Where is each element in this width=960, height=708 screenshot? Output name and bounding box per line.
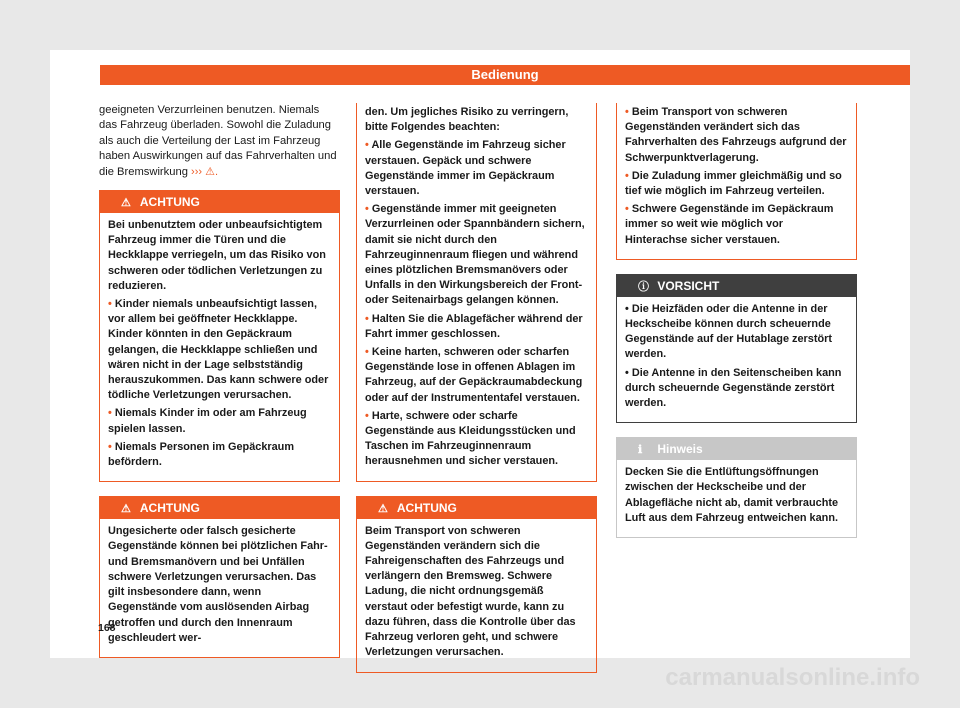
warning-header (100, 191, 339, 213)
warning-body (357, 519, 596, 672)
list-item (108, 406, 331, 436)
warning-text: Beim Transport von schweren Gegenständen verändern sich die Fahreigenschaften des Fahrzeugs und verlängern den Bremsweg. Schwere Ladung, die nicht ordnungsgemäß verstaut oder befestigt wurde, kann zu dazu führen, dass die Kontrolle über das Fahrzeug verloren geht, und schwere Verletzungen verursachen. (365, 524, 576, 659)
list-item (625, 202, 848, 248)
warning-title: ACHTUNG (139, 195, 200, 210)
warning-body (617, 103, 856, 259)
caution-body (617, 297, 856, 422)
bullet-icon: • (625, 302, 632, 315)
warning-reference[interactable]: ››› ⚠. (191, 165, 218, 178)
warning-box-2 (99, 496, 340, 658)
warning-body (357, 103, 596, 481)
warning-box-1-continued (356, 103, 597, 482)
warning-title: ACHTUNG (396, 500, 457, 515)
list-item (625, 302, 848, 363)
caution-header (617, 275, 856, 297)
list-item-text: Niemals Personen im Gepäckraum befördern. (108, 440, 295, 469)
manual-page (50, 50, 910, 658)
list-item-text: Halten Sie die Ablagefächer während der Fahrt immer geschlossen. (365, 312, 583, 340)
warning-box-3 (356, 496, 597, 673)
note-body (617, 460, 856, 537)
list-item (108, 440, 331, 470)
list-item (625, 366, 848, 412)
column-2 (356, 103, 597, 673)
note-text: Decken Sie die Entlüftungsöffnungen zwischen der Heckscheibe und der Ablagefläche nicht ab, damit verbrauchte Luft aus dem Fahrzeug entweichen kann. (625, 466, 839, 524)
list-item-text: Beim Transport von schweren Gegenständen verändert sich das Fahrverhalten des Fahrzeugs aufgrund der Schwerpunktverlagerung. (625, 106, 847, 164)
list-item-text: Alle Gegenstände im Fahrzeug sicher verstauen. Gepäck und schwere Gegenstände immer im Gepäckraum verstauen. (365, 139, 566, 198)
list-item (365, 138, 588, 199)
warning-text: Bei unbenutztem oder unbeaufsichtigtem Fahrzeug immer die Türen und die Heckklappe verriegeln, um das Risiko von schweren oder tödlichen Verletzungen zu reduzieren. (108, 219, 326, 292)
column-3 (616, 103, 857, 538)
warning-triangle-icon: ⚠ (121, 503, 131, 516)
list-item-text: Die Antenne in den Seitenscheiben kann durch scheuernde Gegenstände zerstört werden. (625, 366, 842, 410)
warning-title: ACHTUNG (139, 501, 200, 516)
list-item-text: Schwere Gegenstände im Gepäckraum immer so weit wie möglich vor Hinterachse sicher verstauen. (625, 203, 834, 246)
list-item-text: Harte, schwere oder scharfe Gegenstände aus Kleidungsstücken und Taschen im Fahrzeuginnenraum herausnehmen und sicher verstauen. (365, 409, 576, 468)
info-circle-icon: ⓘ (638, 280, 649, 293)
list-item-text: Die Zuladung immer gleichmäßig und so tief wie möglich im Fahrzeug verteilen. (625, 169, 842, 198)
bullet-icon: • (365, 346, 372, 359)
bullet-icon: • (625, 169, 632, 182)
list-item-text: Niemals Kinder im oder am Fahrzeug spielen lassen. (108, 407, 307, 435)
list-item (365, 345, 588, 406)
list-item (625, 105, 848, 166)
info-square-icon: ℹ (638, 444, 643, 457)
bullet-icon: • (365, 139, 372, 152)
warning-text: Ungesicherte oder falsch gesicherte Gegenstände können bei plötzlichen Fahr- und Bremsmanövern und bei Unfällen schwere Verletzungen verursachen. Das gilt insbesondere dann, wenn Gegenstände vom auslösenden Airbag getroffen und durch den Innenraum geschleudert wer- (108, 525, 328, 644)
intro-text: geeigneten Verzurrleinen benutzen. Niemals das Fahrzeug überladen. Sowohl die Zuladung als auch die Verteilung der Last im Fahrzeug haben Auswirkungen auf das Fahrverhalten und die Bremswirkung (99, 104, 337, 178)
note-title: Hinweis (657, 442, 703, 457)
bullet-icon: • (365, 312, 372, 325)
warning-box-2-continued (616, 103, 857, 260)
list-item-text: Kinder niemals unbeaufsichtigt lassen, vor allem bei geöffneter Heckklappe. Kinder könnten in den Gepäckraum gelangen, die Heckklappe schließen und wären nicht in der Lage selbstständig herauszukommen. Das kann schwere oder tödliche Verletzungen verursachen. (108, 298, 329, 402)
list-item (365, 409, 588, 470)
warning-body (100, 213, 339, 481)
warning-triangle-icon: ⚠ (121, 197, 131, 210)
note-box (616, 437, 857, 538)
warning-body (100, 519, 339, 657)
list-item (625, 169, 848, 199)
list-item (365, 312, 588, 342)
list-item (108, 297, 331, 403)
bullet-icon: • (108, 440, 115, 453)
warning-header (357, 497, 596, 519)
note-header (617, 438, 856, 460)
watermark[interactable]: carmanualsonline.info (665, 664, 920, 691)
warning-header (100, 497, 339, 519)
caution-title: VORSICHT (657, 278, 720, 293)
bullet-icon: • (108, 298, 115, 311)
caution-box (616, 274, 857, 423)
column-1 (99, 103, 340, 658)
list-item-text: Keine harten, schweren oder scharfen Gegenstände lose in offenen Ablagen im Fahrzeug, auf der Gepäckraumabdeckung oder auf der Instrumententafel verstauen. (365, 346, 583, 404)
section-header: Bedienung (100, 65, 910, 85)
bullet-icon: • (625, 366, 632, 379)
list-item (365, 202, 588, 308)
list-item-text: Die Heizfäden oder die Antenne in der Heckscheibe können durch scheuernde Gegenstände auf der Hutablage zerstört werden. (625, 302, 832, 361)
bullet-icon: • (365, 203, 372, 216)
bullet-icon: • (625, 203, 632, 216)
bullet-icon: • (625, 106, 632, 118)
warning-text: den. Um jegliches Risiko zu verringern, bitte Folgendes beachten: (365, 106, 569, 134)
bullet-icon: • (365, 409, 372, 422)
warning-triangle-icon: ⚠ (378, 502, 388, 515)
list-item-text: Gegenstände immer mit geeigneten Verzurrleinen oder Spannbändern sichern, damit sie nicht durch den Fahrzeuginnenraum fliegen und während eines plötzlichen Bremsmanövers oder Unfalls in den Wirkungsbereich der Front- oder Seitenairbags gelangen können. (365, 203, 585, 307)
warning-box-1 (99, 190, 340, 482)
bullet-icon: • (108, 407, 115, 420)
page-number: 168 (98, 622, 116, 634)
intro-paragraph (99, 103, 340, 180)
